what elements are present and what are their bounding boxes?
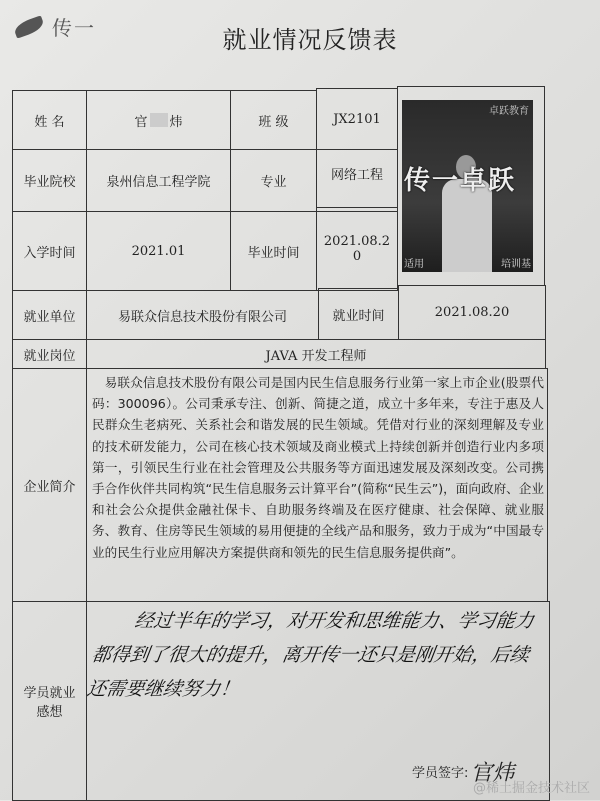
handwritten-feedback: 经过半年的学习，对开发和思维能力、学习能力都得到了很大的提升，离开传一还只是刚开始，后续还需要继续努力！: [85, 610, 536, 700]
name-first: 官: [134, 114, 148, 130]
position-label: 就业岗位: [12, 339, 87, 369]
photo-caption-right: 培训基: [501, 259, 531, 270]
employer-value: 易联众信息技术股份有限公司: [86, 290, 319, 340]
class-value: JX2101: [316, 88, 398, 150]
company-intro: 易联众信息技术股份有限公司是国内民生信息服务行业第一家上市企业(股票代码：300096）。公司秉承专注、创新、简捷之道，成立十多年来，专注于惠及人民群众生老病死、关系社会和谐发展的民生领域。凭借对行业的深刻理解及专业的技术研发能力，公司在核心技术领域及商业模式上持续创新并创造行业内多项第一，引领民生行业在社会管理及公共服务等方面迅速发展及深刻改变。公司携手合作伙伴共同构筑“民生信息服务云计算平台”(简称“民生云”)，面向政府、企业和社会公众提供金融社保卡、自助服务终端及在医疗健康、社会保障、就业服务、教育、住房等民生领域的易用便捷的全线产品和服务，致力于成为“中国最专业的民生行业应用解决方案提供商和领先的民生信息服务提供商”。: [92, 375, 544, 560]
name-value: [86, 90, 231, 150]
feedback-label: [12, 601, 87, 801]
position-value: JAVA 开发工程师: [86, 339, 546, 369]
logo-text: 传一: [52, 16, 96, 40]
redaction: [150, 113, 168, 127]
enroll-label: 入学时间: [12, 211, 87, 291]
class-label: 班 级: [230, 90, 317, 150]
name-label: 姓 名: [12, 90, 87, 150]
intro-label: 企业简介: [12, 368, 87, 602]
page-title: 就业情况反馈表: [222, 26, 398, 54]
signature-label: 学员签字:: [412, 766, 469, 781]
name-last: 炜: [169, 114, 183, 130]
employ-time-value: 2021.08.20: [398, 285, 546, 340]
enroll-value: 2021.01: [86, 211, 231, 291]
photo-watermark: 卓跃教育: [489, 106, 529, 117]
major-value: 网络工程: [316, 149, 398, 212]
source-watermark: @稀土掘金技术社区: [472, 781, 590, 796]
photo-banner: 传一卓跃: [404, 166, 517, 196]
school-label: 毕业院校: [12, 149, 87, 212]
employ-time-label: 就业时间: [318, 288, 399, 340]
feedback-label-line1: 学员就业: [23, 686, 76, 701]
grad-label: 毕业时间: [230, 211, 317, 291]
photo-caption-left: 适用: [404, 259, 424, 270]
handwritten-signature: 官炜: [470, 761, 515, 786]
major-label: 专业: [230, 149, 317, 212]
feedback-label-line2: 感想: [36, 705, 63, 720]
grad-value: 2021.08.20: [316, 207, 398, 291]
school-value: 泉州信息工程学院: [86, 149, 231, 212]
employer-label: 就业单位: [12, 290, 87, 340]
student-photo: [402, 100, 533, 272]
